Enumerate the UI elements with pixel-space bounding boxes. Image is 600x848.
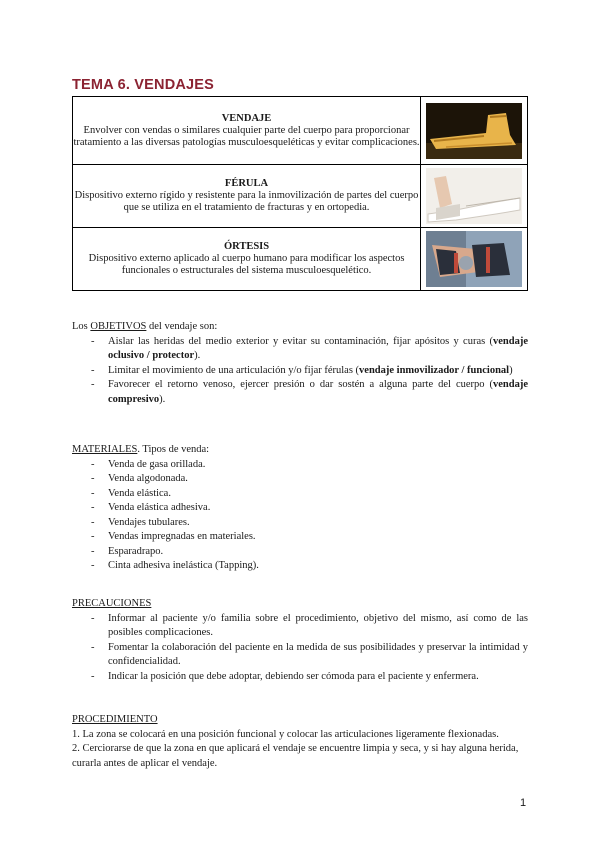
objectives-list xyxy=(72,335,528,408)
list-item: - Limitar el movimiento de una articulación y/o fijar férulas (vendaje inmovilizador / funcional) xyxy=(72,364,528,379)
procedure-section xyxy=(72,713,528,771)
list-item: - Indicar la posición que debe adoptar, debiendo ser cómoda para el paciente y enfermera. xyxy=(72,670,528,685)
precautions-section xyxy=(72,597,528,684)
list-item: - Venda elástica. xyxy=(72,487,528,502)
definition-text: Envolver con vendas o similares cualquier parte del cuerpo para proporcionar tratamiento a las diversas patologías musculoesqueléticas y evitar complicaciones. xyxy=(73,124,420,148)
list-item: - Esparadrapo. xyxy=(72,545,528,560)
list-item: - Venda algodonada. xyxy=(72,472,528,487)
list-item: - Cinta adhesiva inelástica (Tapping). xyxy=(72,559,528,574)
list-item: - Venda elástica adhesiva. xyxy=(72,501,528,516)
list-item: - Favorecer el retorno venoso, ejercer presión o dar sostén a alguna parte del cuerpo (vendaje compresivo). xyxy=(72,378,528,407)
precautions-heading: PRECAUCIONES xyxy=(72,598,152,609)
definition-row-ferula xyxy=(73,165,528,228)
objectives-heading: OBJETIVOS xyxy=(90,321,147,332)
page-title: TEMA 6. VENDAJES xyxy=(72,77,215,93)
procedure-step: 1. La zona se colocará en una posición funcional y colocar las articulaciones ligeramente flexionadas. xyxy=(72,728,499,740)
list-item: - Vendas impregnadas en materiales. xyxy=(72,530,528,545)
list-item: - Informar al paciente y/o familia sobre el procedimiento, objetivo del mismo, así como de las posibles complicaciones. xyxy=(72,612,528,641)
definitions-table xyxy=(72,96,528,291)
materials-section xyxy=(72,443,528,574)
materials-intro: MATERIALES. Tipos de venda: xyxy=(72,444,210,455)
definition-term: FÉRULA xyxy=(224,178,269,189)
list-item: - Aislar las heridas del medio exterior y evitar su contaminación, fijar apósitos y curas (vendaje oclusivo / protector). xyxy=(72,335,528,364)
splint-image xyxy=(426,168,522,224)
orthosis-image xyxy=(426,231,522,287)
materials-heading: MATERIALES xyxy=(72,444,138,455)
procedure-step: 2. Cerciorarse de que la zona en que aplicará el vendaje se encuentre limpia y seca, y si hay alguna herida, curarla antes de aplicar el vendaje. xyxy=(72,743,519,769)
precautions-list xyxy=(72,612,528,685)
definition-term: VENDAJE xyxy=(221,112,272,124)
list-item: - Fomentar la colaboración del paciente en la medida de sus posibilidades y preservar la intimidad y confidencialidad. xyxy=(72,641,528,670)
materials-list xyxy=(72,458,528,574)
page-number: 1 xyxy=(520,797,527,809)
definition-row-ortesis xyxy=(73,228,528,291)
bandaged-leg-image xyxy=(426,103,522,159)
objectives-intro: Los OBJETIVOS del vendaje son: xyxy=(72,321,218,332)
list-item: - Vendajes tubulares. xyxy=(72,516,528,531)
definition-text: Dispositivo externo rígido y resistente para la inmovilización de partes del cuerpo que se utiliza en el tratamiento de fracturas y en ortopedia. xyxy=(74,190,419,213)
definition-row-vendaje xyxy=(73,97,528,165)
definition-text: Dispositivo externo aplicado al cuerpo humano para modificar los aspectos funcionales o estructurales del sistema musculoesquelético. xyxy=(88,253,405,276)
objectives-section xyxy=(72,320,528,407)
procedure-heading: PROCEDIMIENTO xyxy=(72,714,158,725)
list-item: - Venda de gasa orillada. xyxy=(72,458,528,473)
definition-term: ÓRTESIS xyxy=(223,241,270,252)
